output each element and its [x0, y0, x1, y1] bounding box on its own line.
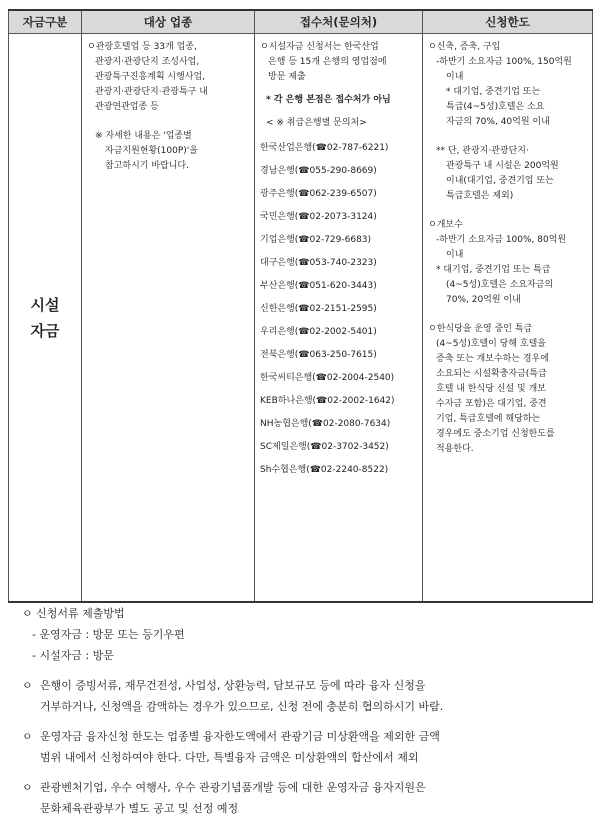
halal-line: 호텔 내 한식당 신설 및 개보: [436, 384, 546, 394]
note-line: 관광벤처기업, 우수 여행사, 우수 관광기념품개발 등에 대한 운영자금 융자지원은: [40, 781, 426, 794]
limit-repair-title: ㅇ개보수: [428, 220, 463, 230]
bank-contact: 한국산업은행(☎02-787-6221): [260, 143, 389, 153]
contact-intro-line: 방문 제출: [268, 72, 306, 82]
eligible-note-line: 자금지원현황(100P)'을: [105, 146, 198, 156]
eligible-note-line: ※ 자세한 내용은 '업종별: [95, 131, 192, 141]
eligible-line: 관광지·관광단지 조성사업,: [95, 57, 200, 67]
halal-line: 수자금 포함)은 대기업, 중견: [436, 399, 547, 409]
note-line: 은행이 증빙서류, 재무건전성, 사업성, 상환능력, 담보규모 등에 따라 융자 신청을: [40, 679, 426, 692]
eligible-line: 관광지·관광단지·관광특구 내: [95, 87, 208, 97]
bank-list: [260, 141, 418, 478]
contact-list-title: < ※ 취급은행별 문의처>: [266, 118, 367, 128]
note-line: 거부하거나, 신청액을 감액하는 경우가 있으므로, 신청 전에 충분히 협의하시기 바람.: [40, 700, 444, 713]
contact-cell: [255, 34, 423, 603]
header-fund-type: 자금구분: [9, 10, 82, 34]
halal-line: ㅇ한식당을 운영 중인 특급: [428, 324, 533, 334]
contact-intro-line: ㅇ시설자금 신청서는 한국산업: [260, 42, 379, 52]
eligible-line: ㅇ관광호텔업 등 33개 업종,: [87, 42, 197, 52]
category-line: 자금: [30, 321, 60, 340]
bank-contact: 전북은행(☎063-250-7615): [260, 350, 377, 360]
limit-note2-line: 이내(대기업, 중견기업 또는: [446, 176, 554, 186]
eligible-cell: [82, 34, 255, 603]
limit-note2-line: 특급호텔은 제외): [446, 191, 514, 201]
note-line: 문화체육관광부가 별도 공고 및 선정 예정: [40, 802, 239, 815]
bank-contact: 한국씨티은행(☎02-2004-2540): [260, 373, 395, 383]
eligible-line: 관광특구진흥계획 시행사업,: [95, 72, 206, 82]
limit-note-line: * 대기업, 중견기업 또는: [446, 87, 541, 97]
limit-new-title: ㅇ신축, 증축, 구입: [428, 42, 501, 52]
bank-contact: 기업은행(☎02-729-6683): [260, 235, 372, 245]
limit-cell: [423, 34, 593, 603]
header-contact: 접수처(문의처): [255, 10, 423, 34]
table-header-row: [9, 10, 593, 34]
halal-line: 적용한다.: [436, 444, 474, 454]
limit-note2-line: 관광특구 내 시설은 200억원: [446, 161, 559, 171]
note-line: 범위 내에서 신청하여야 한다. 다만, 특별융자 금액은 미상환액의 합산에서 제외: [40, 751, 419, 764]
category-cell: [9, 34, 82, 603]
note-bullet: ㅇ: [22, 730, 33, 743]
limit-line: 이내: [446, 250, 464, 260]
bank-contact: 우리은행(☎02-2002-5401): [260, 327, 377, 337]
bank-contact: 대구은행(☎053-740-2323): [260, 258, 377, 268]
contact-intro-line: 은행 등 15개 은행의 영업점에: [268, 57, 387, 67]
halal-line: (4~5성)호텔이 당해 호텔을: [436, 339, 546, 349]
bank-contact: 부산은행(☎051-620-3443): [260, 281, 377, 291]
note-line: 운영자금 융자신청 한도는 업종별 융자한도액에서 관광기금 미상환액을 제외한 금액: [40, 730, 440, 743]
eligible-note-line: 참고하시기 바랍니다.: [105, 161, 189, 171]
limit-note2-line: ** 단, 관광지·관광단지·: [436, 146, 529, 156]
limit-note-line: 자금의 70%, 40억원 이내: [446, 117, 550, 127]
category-line: 시설: [30, 295, 60, 314]
eligible-line: 관광연관업종 등: [95, 102, 159, 112]
note-bullet: ㅇ: [22, 679, 33, 692]
limit-line: -하반기 소요자금 100%, 80억원: [436, 235, 567, 245]
limit-note-line: * 대기업, 중견기업 또는 특급: [436, 265, 551, 275]
limit-note-line: 특급(4~5성)호텔은 소요: [446, 102, 545, 112]
note-paragraph: [22, 675, 590, 717]
limit-note-line: 70%, 20억원 이내: [446, 295, 521, 305]
bank-contact: NH농협은행(☎02-2080-7634): [260, 419, 391, 429]
bank-contact: Sh수협은행(☎02-2240-8522): [260, 465, 389, 475]
header-eligible-industry: 대상 업종: [82, 10, 255, 34]
halal-line: 소요되는 시설확충자금(특급: [436, 369, 547, 379]
submission-item: - 운영자금 : 방문 또는 등기우편: [32, 628, 185, 641]
limit-note-line: (4~5성)호텔은 소요자금의: [446, 280, 554, 290]
bank-contact: 경남은행(☎055-290-8669): [260, 166, 377, 176]
funding-table: [8, 9, 593, 603]
bank-contact: 국민은행(☎02-2073-3124): [260, 212, 377, 222]
submission-item: - 시설자금 : 방문: [32, 649, 114, 662]
halal-line: 경우에도 중소기업 신청한도를: [436, 429, 555, 439]
submission-title: ㅇ 신청서류 제출방법: [22, 607, 125, 620]
notes-section: [22, 603, 590, 828]
halal-line: 기업, 특급호텔에 해당하는: [436, 414, 541, 424]
limit-line: 이내: [446, 72, 464, 82]
submission-block: [22, 603, 590, 666]
note-bullet: ㅇ: [22, 781, 33, 794]
bank-contact: KEB하나은행(☎02-2002-1642): [260, 396, 395, 406]
limit-line: -하반기 소요자금 100%, 150억원: [436, 57, 572, 67]
halal-line: 증축 또는 개보수하는 경우에: [436, 354, 549, 364]
header-limit: 신청한도: [423, 10, 593, 34]
note-paragraph: [22, 726, 590, 768]
bank-contact: 신한은행(☎02-2151-2595): [260, 304, 377, 314]
note-paragraph: [22, 777, 590, 819]
contact-warning: * 각 은행 본점은 접수처가 아님: [266, 95, 391, 105]
bank-contact: 광주은행(☎062-239-6507): [260, 189, 377, 199]
bank-contact: SC제일은행(☎02-3702-3452): [260, 442, 389, 452]
table-row: [9, 34, 593, 603]
